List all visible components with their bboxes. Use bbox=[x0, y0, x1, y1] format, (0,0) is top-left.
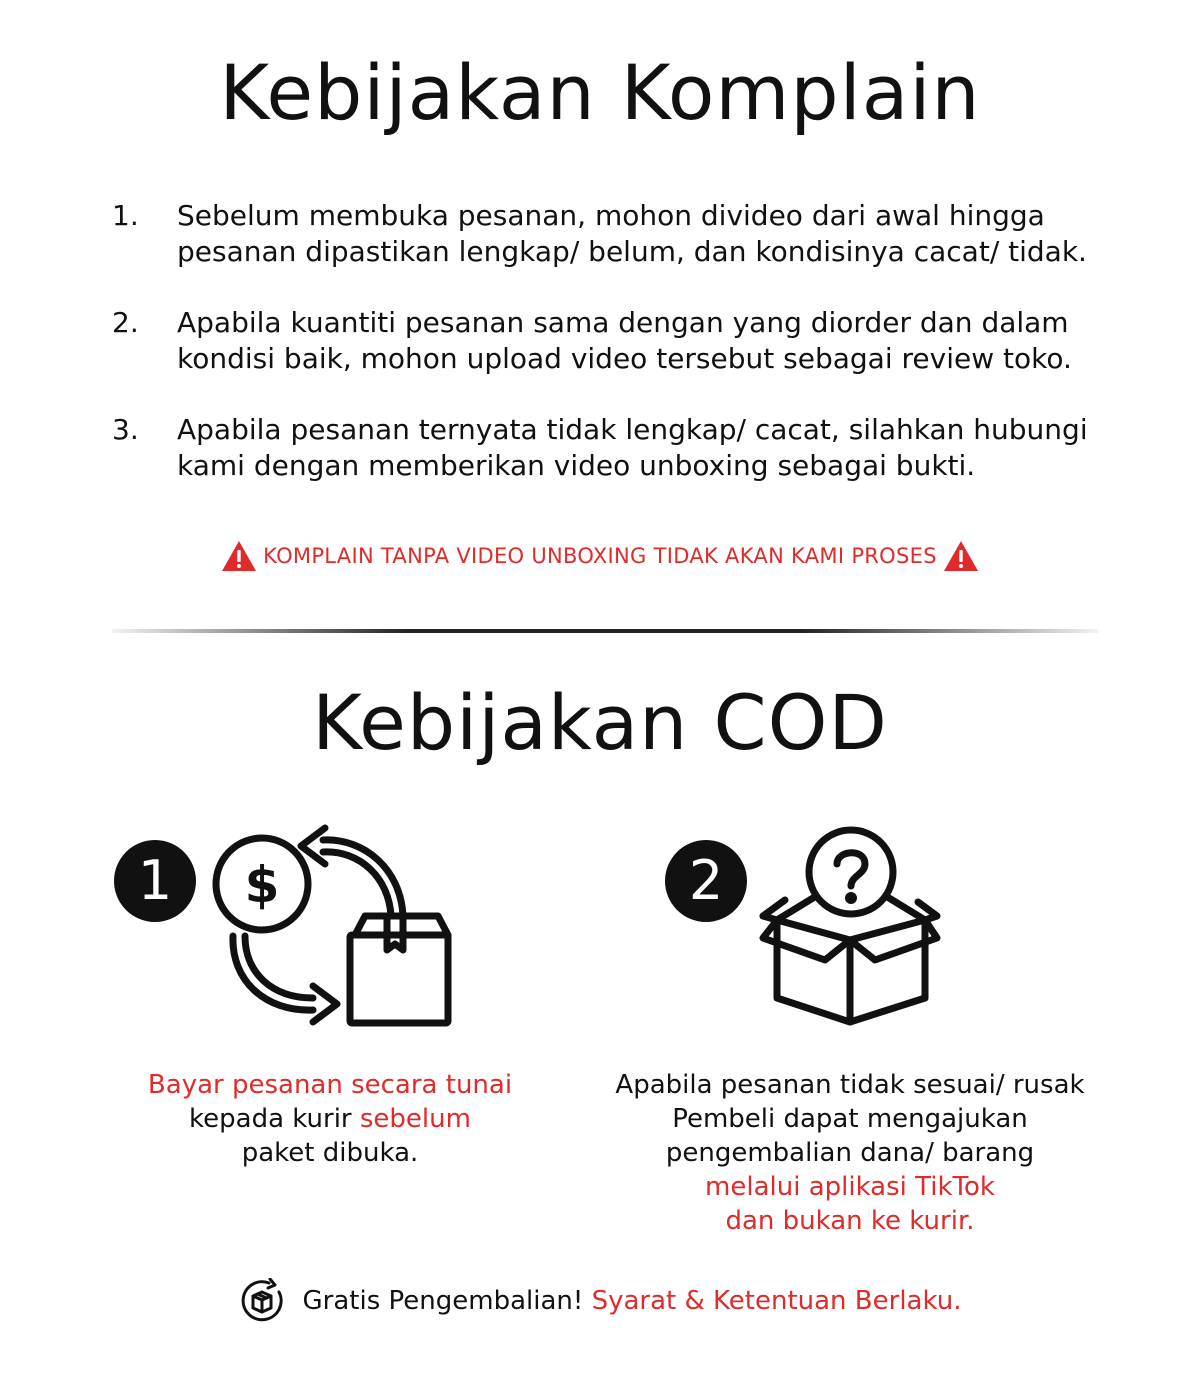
return-box-icon bbox=[239, 1278, 285, 1324]
list-text-line: Sebelum membuka pesanan, mohon divideo dari awal hingga bbox=[177, 199, 1045, 232]
footer-text bbox=[303, 1286, 962, 1316]
cod-step1-text: kepada kurir bbox=[189, 1104, 360, 1134]
step-badge-2: 2 bbox=[665, 840, 747, 922]
section-divider bbox=[112, 629, 1098, 633]
cash-exchange-box-icon bbox=[205, 820, 465, 1035]
list-text bbox=[177, 305, 1102, 377]
terms-link[interactable]: Syarat & Ketentuan Berlaku. bbox=[591, 1286, 962, 1316]
warning-icon bbox=[221, 540, 257, 572]
list-text-line: kondisi baik, mohon upload video tersebut sebagai review toko. bbox=[177, 342, 1072, 375]
cod-step1-line bbox=[130, 1102, 530, 1136]
list-text-line: pesanan dipastikan lengkap/ belum, dan kondisinya cacat/ tidak. bbox=[177, 235, 1087, 268]
cod-step2-line: pengembalian dana/ barang bbox=[665, 1138, 1035, 1168]
list-item bbox=[112, 412, 1112, 484]
cod-title: Kebijakan COD bbox=[312, 678, 888, 767]
cod-step1-line: Bayar pesanan secara tunai bbox=[147, 1070, 513, 1100]
warning-icon bbox=[943, 540, 979, 572]
list-item bbox=[112, 305, 1112, 377]
list-number: 2. bbox=[112, 306, 139, 339]
footer bbox=[0, 1278, 1200, 1324]
cod-step2-line: Pembeli dapat mengajukan bbox=[672, 1104, 1028, 1134]
cod-step1-highlight: sebelum bbox=[359, 1104, 471, 1134]
list-item bbox=[112, 198, 1112, 270]
warning-text: KOMPLAIN TANPA VIDEO UNBOXING TIDAK AKAN KAMI PROSES bbox=[263, 544, 937, 568]
list-text-line: kami dengan memberikan video unboxing sebagai bukti. bbox=[177, 449, 976, 482]
cod-step1-description bbox=[130, 1068, 530, 1170]
list-number: 1. bbox=[112, 199, 139, 232]
cod-step2-line: Apabila pesanan tidak sesuai/ rusak bbox=[615, 1070, 1085, 1100]
list-text-line: Apabila pesanan ternyata tidak lengkap/ cacat, silahkan hubungi bbox=[177, 413, 1088, 446]
step-badge-1: 1 bbox=[114, 840, 196, 922]
svg-text:$: $ bbox=[244, 856, 280, 914]
list-text-line: Apabila kuantiti pesanan sama dengan yang diorder dan dalam bbox=[177, 306, 1069, 339]
complaint-list bbox=[112, 198, 1112, 519]
cod-step2-description bbox=[590, 1068, 1110, 1238]
cod-step2-highlight: melalui aplikasi TikTok bbox=[705, 1172, 995, 1202]
list-text bbox=[177, 198, 1102, 270]
list-number: 3. bbox=[112, 413, 139, 446]
complaint-title: Kebijakan Komplain bbox=[219, 48, 981, 137]
list-text bbox=[177, 412, 1102, 484]
footer-label: Gratis Pengembalian! bbox=[302, 1286, 584, 1316]
cod-step1-line: paket dibuka. bbox=[241, 1138, 419, 1168]
warning-banner bbox=[0, 540, 1200, 572]
cod-step2-highlight: dan bukan ke kurir. bbox=[725, 1206, 975, 1236]
question-box-icon bbox=[755, 820, 945, 1035]
